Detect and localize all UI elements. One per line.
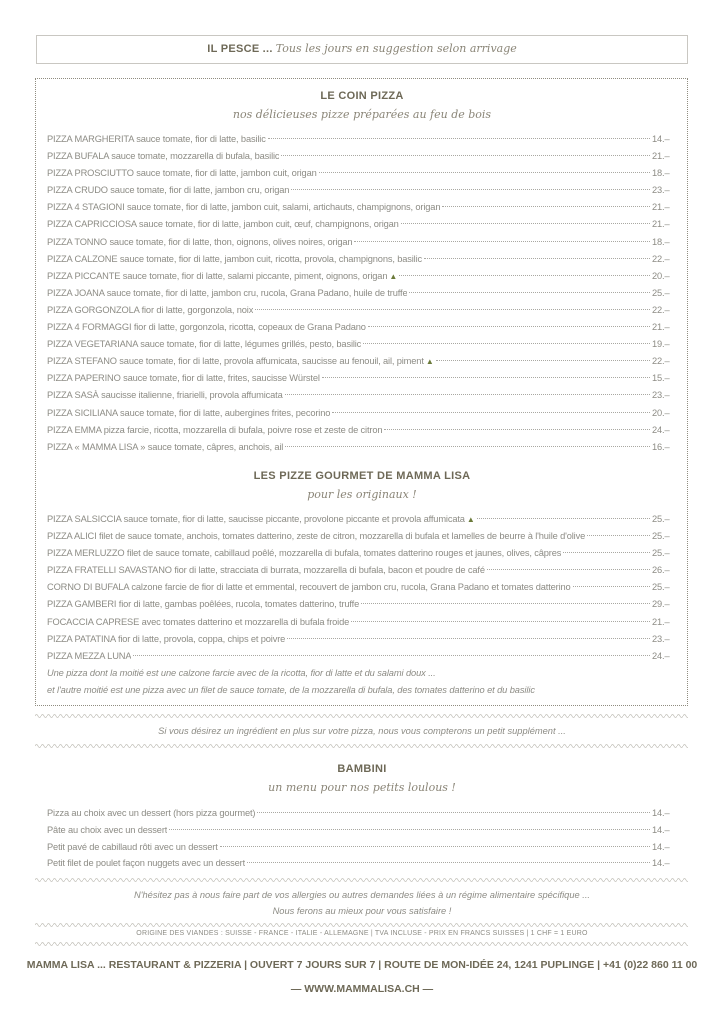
wavy-divider [35, 743, 688, 749]
item-price: 22.– [652, 253, 670, 264]
item-price: 23.– [652, 390, 670, 401]
item-description: sauce tomate, fior di latte, frites, saucisse Würstel [123, 373, 320, 384]
item-name: CORNO DI BUFALA [47, 582, 129, 593]
item-text [47, 301, 253, 319]
item-description: sauce tomate, fior di latte, saucisse piccante, provolone piccante et provola affumicata [123, 514, 465, 524]
item-text [47, 630, 285, 648]
item-price: 14.– [652, 134, 670, 144]
item-price: 25.– [652, 582, 670, 593]
item-description: sauce tomate, fior di latte, aubergines frites, pecorino [120, 407, 331, 418]
item-description: sauce tomate, fior di latte, jambon cuit, origan [136, 168, 317, 179]
item-text [47, 284, 407, 302]
menu-item [47, 147, 674, 164]
dot-leader [257, 812, 650, 813]
item-name: PIZZA SALSICCIA [47, 514, 122, 524]
menu-item [47, 578, 674, 595]
item-price: 18.– [652, 236, 670, 247]
item-text [47, 438, 283, 456]
item-price: 26.– [652, 565, 670, 576]
item-description: sauce tomate, fior di latte, provola affumicata, saucisse au fenouil, ail, piment [119, 356, 424, 367]
item-name: PIZZA CALZONE [47, 253, 118, 264]
item-name: PIZZA CAPRICCIOSA [47, 219, 137, 230]
item-description: sauce tomate, fior di latte, salami piccante, piment, oignons, origan [122, 270, 388, 281]
item-name: PIZZA 4 FORMAGGI [47, 322, 132, 333]
item-name: PIZZA GORGONZOLA [47, 304, 140, 315]
item-description: sauce tomate, fior di latte, basilic [136, 134, 266, 144]
dot-leader [573, 586, 650, 587]
item-price: 19.– [652, 339, 670, 350]
item-price: 25.– [652, 531, 670, 542]
item-description: sauce tomate, fior di latte, thon, oignons, olives noires, origan [109, 236, 353, 247]
item-name: PIZZA PAPERINO [47, 373, 121, 384]
menu-item [47, 854, 674, 871]
gourmet-title: LES PIZZE GOURMET DE MAMMA LISA [253, 470, 471, 482]
item-description: filet de sauce tomate, anchois, tomates datterino, zeste de citron, mozzarella di bufala et lamelles de beurre à l'huile d'olive [98, 531, 586, 542]
menu-item [47, 130, 674, 147]
menu-item [47, 318, 674, 335]
origine-note: ORIGINE DES VIANDES : SUISSE - FRANCE - ITALIE - ALLEMAGNE | TVA INCLUSE - PRIX EN FRANCS SUISSES | 1 CHF = 1 EURO [136, 930, 588, 937]
item-text [47, 233, 352, 251]
menu-item [47, 510, 674, 527]
item-name: PIZZA PROSCIUTTO [47, 168, 134, 179]
menu-item [47, 561, 674, 578]
menu-item [47, 404, 674, 421]
menu-item [47, 198, 674, 215]
item-price: 21.– [652, 322, 670, 333]
dot-leader [332, 412, 650, 413]
item-price: 21.– [652, 151, 670, 162]
menu-item [47, 544, 674, 561]
item-text [47, 181, 289, 199]
item-description: fior di latte, stracciata di burrata, mozzarella di bufala, bacon et poudre de café [174, 565, 485, 576]
wavy-divider [35, 922, 688, 928]
menu-item [47, 284, 674, 301]
item-name: PIZZA GAMBERI [47, 599, 117, 610]
item-name: Petit pavé de cabillaud rôti avec un dessert [47, 841, 218, 852]
item-name: Pizza au choix avec un dessert (hors pizza gourmet) [47, 808, 256, 818]
item-description: filet de sauce tomate, cabillaud poêlé, mozzarella di bufala, tomates datterino rouges et jaunes, olives, câpres [126, 548, 562, 559]
item-text [47, 595, 359, 613]
dot-leader [354, 241, 650, 242]
item-price: 18.– [652, 168, 670, 179]
item-text [47, 544, 561, 562]
item-price: 20.– [652, 270, 670, 281]
item-description: sauce tomate, fior di latte, jambon cru, origan [110, 185, 290, 196]
item-description: sauce tomate, fior di latte, jambon cuit, œuf, champignons, origan [138, 219, 399, 230]
pesce-title: IL PESCE [207, 43, 260, 55]
spicy-flame-icon: ▲ [464, 515, 475, 524]
item-text [47, 821, 167, 839]
menu-item [47, 821, 674, 838]
mezza-luna-note-2: et l'autre moitié est une pizza avec un filet de sauce tomate, de la mozzarella di bufala, des tomates datterino et du basilic [47, 685, 535, 695]
item-price: 25.– [652, 514, 670, 524]
item-text [47, 215, 399, 233]
item-name: PIZZA CRUDO [47, 185, 108, 196]
item-price: 20.– [652, 407, 670, 418]
wavy-divider [35, 877, 688, 883]
item-price: 15.– [652, 373, 670, 384]
item-name: PIZZA FRATELLI SAVASTANO [47, 565, 172, 576]
dot-leader [487, 569, 650, 570]
mezza-luna-note-1: Une pizza dont la moitié est une calzone farcie avec de la ricotta, fior di latte et du salami doux ... [47, 668, 436, 678]
item-text [47, 561, 485, 579]
item-description: fior di latte, gorgonzola, noix [141, 304, 254, 315]
item-text [47, 578, 571, 596]
item-text [47, 335, 361, 353]
item-name: PIZZA BUFALA [47, 151, 109, 162]
item-price: 24.– [652, 650, 670, 661]
menu-item [47, 181, 674, 198]
dot-leader [285, 446, 650, 447]
menu-item [47, 438, 674, 455]
menu-item [47, 352, 674, 369]
item-price: 24.– [652, 424, 670, 435]
menu-item [47, 630, 674, 647]
item-name: Pâte au choix avec un dessert [47, 824, 168, 835]
item-description: pizza farcie, ricotta, mozzarella di bufala, poivre rose et zeste de citron [103, 424, 383, 435]
bambini-list [47, 804, 674, 871]
supplement-note: Si vous désirez un ingrédient en plus sur votre pizza, nous vous compterons un petit supplément ... [158, 726, 566, 736]
allergies-line-1: N'hésitez pas à nous faire part de vos allergies ou autres demandes liées à un régime alimentaire spécifique ... [133, 890, 591, 900]
item-name: PIZZA VEGETARIANA [47, 339, 138, 350]
menu-item [47, 647, 674, 664]
dot-leader [285, 394, 650, 395]
wavy-divider [35, 941, 688, 947]
item-name: PIZZA TONNO [47, 236, 107, 247]
dot-leader [384, 429, 650, 430]
item-price: 14.– [652, 824, 670, 835]
item-text [47, 198, 440, 216]
item-name: PIZZA SASÀ [47, 390, 99, 401]
dot-leader [255, 309, 650, 310]
item-description: saucisse italienne, friarielli, provola affumicata [101, 390, 283, 401]
item-name: PIZZA MARGHERITA [47, 134, 134, 144]
dot-leader [319, 172, 650, 173]
menu-item [47, 301, 674, 318]
item-name: PIZZA 4 STAGIONI [47, 202, 125, 213]
item-price: 14.– [652, 858, 670, 869]
menu-item [47, 613, 674, 630]
dot-leader [133, 655, 650, 656]
dot-leader [363, 343, 650, 344]
item-name: PIZZA MERLUZZO [47, 548, 125, 559]
dot-leader [220, 846, 650, 847]
item-description: sauce tomate, mozzarella di bufala, basilic [111, 151, 280, 162]
spicy-flame-icon: ▲ [387, 271, 398, 281]
item-text [47, 804, 255, 822]
item-name: PIZZA « MAMMA LISA » [47, 441, 146, 452]
item-price: 21.– [652, 202, 670, 213]
item-name: Petit filet de poulet façon nuggets avec un dessert [47, 858, 246, 869]
item-price: 21.– [652, 616, 670, 627]
footer-info: MAMMA LISA ... RESTAURANT & PIZZERIA | OUVERT 7 JOURS SUR 7 | ROUTE DE MON-IDÉE 24, 1241 PUPLINGE | +41 (0)22 860 11 00 [26, 959, 698, 971]
dot-leader [169, 829, 650, 830]
item-price: 22.– [652, 304, 670, 315]
menu-item [47, 595, 674, 612]
item-text [47, 527, 585, 545]
item-description: fior di latte, gorgonzola, ricotta, copeaux de Grana Padano [133, 322, 366, 333]
dot-leader [587, 535, 650, 536]
item-price: 23.– [652, 633, 670, 644]
pesce-sep: ... [262, 43, 273, 55]
item-text [47, 318, 366, 336]
item-price: 22.– [652, 356, 670, 367]
item-description: sauce tomate, fior di latte, légumes grillés, pesto, basilic [140, 339, 362, 350]
dot-leader [351, 621, 650, 622]
menu-item [47, 267, 674, 284]
item-text [47, 130, 266, 148]
wavy-divider [35, 713, 688, 719]
item-name: PIZZA MEZZA LUNA [47, 650, 132, 661]
item-price: 25.– [652, 548, 670, 559]
item-text [47, 164, 317, 182]
menu-item [47, 527, 674, 544]
dot-leader [247, 862, 650, 863]
dot-leader [322, 377, 650, 378]
dot-leader [368, 326, 650, 327]
item-name: PIZZA SICILIANA [47, 407, 118, 418]
item-description: fior di latte, provola, coppa, chips et poivre [117, 633, 286, 644]
menu-item [47, 838, 674, 855]
dot-leader [442, 206, 650, 207]
item-text [47, 386, 283, 404]
item-description: fior di latte, gambas poêlées, rucola, tomates datterino, truffe [118, 599, 360, 610]
item-name: PIZZA PICCANTE [47, 270, 121, 281]
menu-item [47, 386, 674, 403]
item-description: sauce tomate, fior di latte, jambon cru, rucola, Grana Padano, huile de truffe [106, 287, 408, 298]
gourmet-subtitle: pour les originaux ! [307, 488, 417, 501]
coin-pizza-title: LE COIN PIZZA [320, 90, 404, 102]
item-name: PIZZA ALICI [47, 531, 97, 542]
item-text [47, 613, 349, 631]
item-text [47, 838, 218, 856]
spicy-flame-icon: ▲ [423, 357, 434, 367]
gourmet-list [47, 510, 674, 664]
item-text [47, 147, 279, 165]
dot-leader [291, 189, 650, 190]
dot-leader [287, 638, 650, 639]
pesce-banner [36, 35, 688, 64]
bambini-subtitle: un menu pour nos petits loulous ! [268, 781, 456, 794]
item-price: 25.– [652, 287, 670, 298]
dot-leader [424, 258, 650, 259]
menu-item [47, 250, 674, 267]
item-price: 23.– [652, 185, 670, 196]
item-price: 16.– [652, 441, 670, 452]
item-price: 14.– [652, 808, 670, 818]
dot-leader [361, 603, 650, 604]
coin-pizza-list [47, 130, 674, 455]
dot-leader [563, 552, 650, 553]
item-price: 14.– [652, 841, 670, 852]
item-description: sauce tomate, fior di latte, jambon cuit, salami, artichauts, champignons, origan [126, 202, 441, 213]
menu-item [47, 804, 674, 821]
item-price: 21.– [652, 219, 670, 230]
item-description: calzone farcie de fior di latte et emmental, recouvert de jambon cru, rucola, Grana Padano et tomates datterino [131, 582, 571, 593]
item-text [47, 404, 330, 422]
dot-leader [399, 275, 650, 276]
item-text [47, 854, 245, 872]
website-link[interactable]: — WWW.MAMMALISA.CH — [290, 983, 434, 995]
menu-item [47, 233, 674, 250]
item-name: PIZZA STEFANO [47, 356, 117, 367]
item-name: FOCACCIA CAPRESE [47, 616, 140, 627]
item-text [47, 250, 422, 268]
coin-pizza-subtitle: nos délicieuses pizze préparées au feu de bois [232, 108, 492, 121]
item-description: avec tomates datterino et mozzarella di bufala froide [141, 616, 350, 627]
item-text [47, 369, 320, 387]
item-description: sauce tomate, fior di latte, jambon cuit, ricotta, provola, champignons, basilic [119, 253, 422, 264]
menu-item [47, 421, 674, 438]
pesce-text: Tous les jours en suggestion selon arrivage [275, 42, 517, 55]
item-name: PIZZA PATATINA [47, 633, 116, 644]
bambini-title: BAMBINI [337, 763, 387, 775]
item-name: PIZZA EMMA [47, 424, 102, 435]
item-text [47, 647, 131, 665]
menu-item [47, 164, 674, 181]
dot-leader [401, 223, 650, 224]
dot-leader [281, 155, 650, 156]
dot-leader [436, 360, 650, 361]
item-name: PIZZA JOANA [47, 287, 105, 298]
dot-leader [477, 518, 650, 519]
item-text [47, 421, 382, 439]
item-price: 29.– [652, 599, 670, 610]
menu-item [47, 369, 674, 386]
menu-item [47, 335, 674, 352]
item-description: sauce tomate, câpres, anchois, ail [147, 441, 284, 452]
allergies-line-2: Nous ferons au mieux pour vous satisfaire ! [272, 906, 452, 916]
dot-leader [409, 292, 650, 293]
menu-item [47, 215, 674, 232]
dot-leader [268, 138, 650, 139]
